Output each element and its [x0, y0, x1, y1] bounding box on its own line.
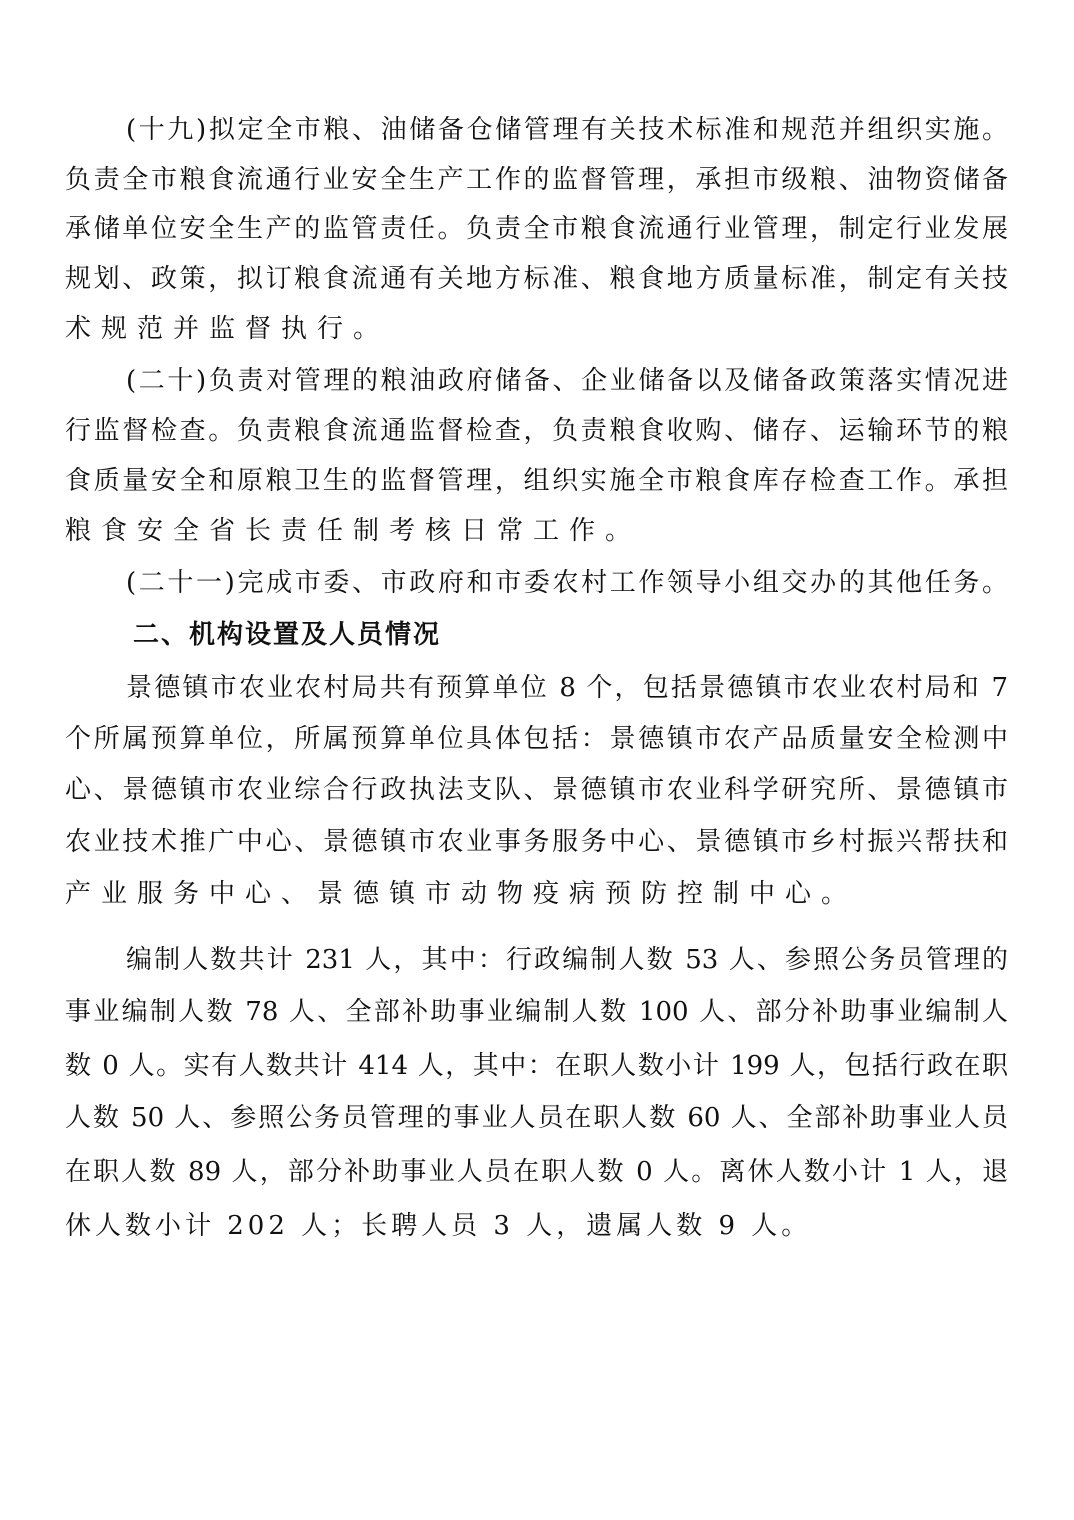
paragraph-20-line: 食质量安全和原粮卫生的监督管理，组织实施全市粮食库存检查工作。承担	[65, 466, 1008, 496]
paragraph-19-line: 规划、政策，拟订粮食流通有关地方标准、粮食地方质量标准，制定有关技	[65, 264, 1008, 294]
units-paragraph-line: 心、景德镇市农业综合行政执法支队、景德镇市农业科学研究所、景德镇市	[65, 775, 1008, 805]
paragraph-20-line: 行监督检查。负责粮食流通监督检查，负责粮食收购、储存、运输环节的粮	[65, 416, 1008, 446]
staff-paragraph-line: 事业编制人数 78 人、全部补助事业编制人数 100 人、部分补助事业编制人	[65, 997, 1008, 1027]
units-paragraph-line: 产业服务中心、景德镇市动物疫病预防控制中心。	[65, 879, 858, 909]
units-paragraph-line: 农业技术推广中心、景德镇市农业事务服务中心、景德镇市乡村振兴帮扶和	[65, 827, 1008, 857]
paragraph-19-line: 承储单位安全生产的监管责任。负责全市粮食流通行业管理，制定行业发展	[65, 214, 1008, 244]
paragraph-19-line: 负责全市粮食流通行业安全生产工作的监督管理，承担市级粮、油物资储备	[65, 165, 1008, 195]
staff-paragraph-line: 数 0 人。实有人数共计 414 人，其中：在职人数小计 199 人，包括行政在职	[65, 1051, 1008, 1081]
staff-paragraph-line: 休人数小计 202 人；长聘人员 3 人，遗属人数 9 人。	[65, 1211, 812, 1241]
paragraph-20-line: (二十)负责对管理的粮油政府储备、企业储备以及储备政策落实情况进	[126, 366, 1008, 396]
units-paragraph-line: 景德镇市农业农村局共有预算单位 8 个，包括景德镇市农业农村局和 7	[126, 673, 1008, 703]
paragraph-21-line: (二十一)完成市委、市政府和市委农村工作领导小组交办的其他任务。	[126, 568, 1008, 598]
paragraph-19-line: (十九)拟定全市粮、油储备仓储管理有关技术标准和规范并组织实施。	[126, 115, 1008, 145]
units-paragraph-line: 个所属预算单位，所属预算单位具体包括：景德镇市农产品质量安全检测中	[65, 724, 1008, 754]
staff-paragraph-line: 编制人数共计 231 人，其中：行政编制人数 53 人、参照公务员管理的	[126, 945, 1008, 975]
section-heading: 二、机构设置及人员情况	[133, 620, 442, 650]
paragraph-20-line: 粮食安全省长责任制考核日常工作。	[65, 516, 642, 546]
staff-paragraph-line: 人数 50 人、参照公务员管理的事业人员在职人数 60 人、全部补助事业人员	[65, 1103, 1008, 1133]
staff-paragraph-line: 在职人数 89 人，部分补助事业人员在职人数 0 人。离休人数小计 1 人，退	[65, 1157, 1008, 1187]
paragraph-19-line: 术规范并监督执行。	[65, 314, 390, 344]
